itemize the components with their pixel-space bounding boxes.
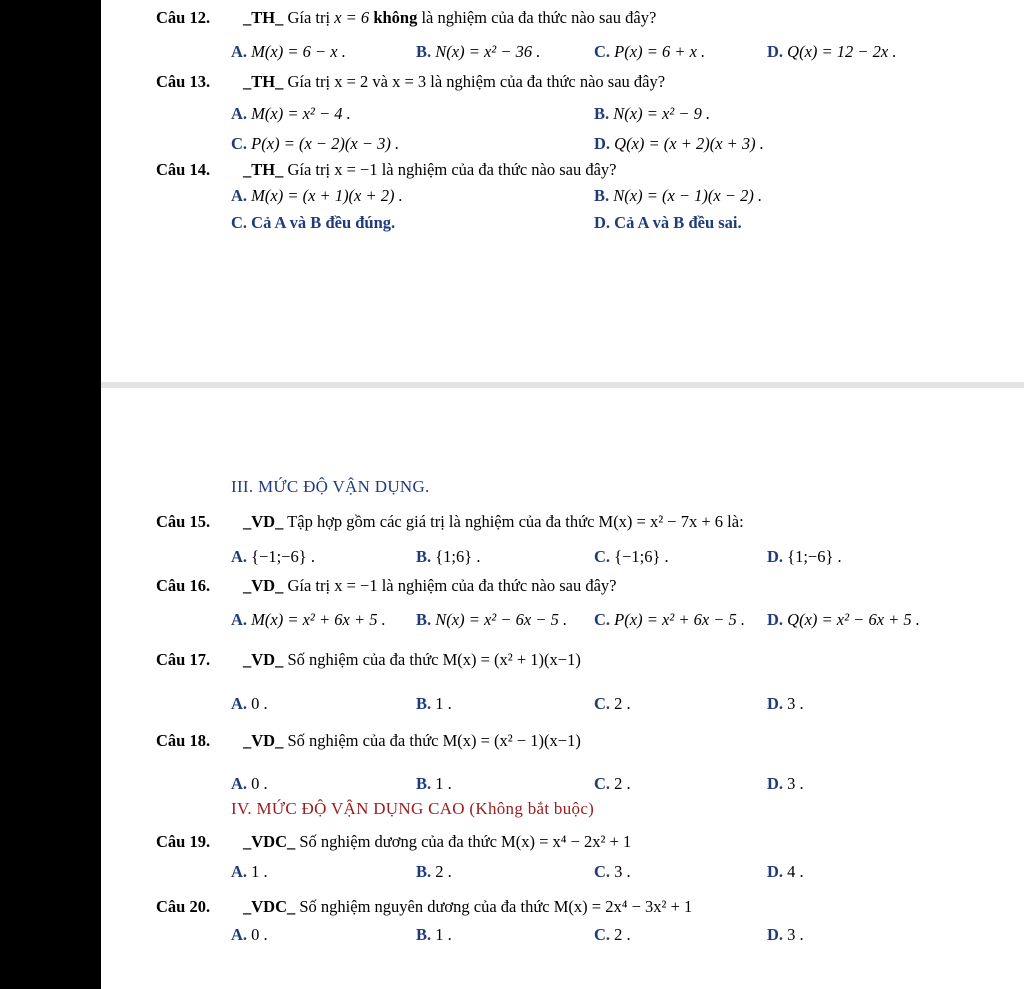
- level-tag: _VD_: [243, 576, 284, 595]
- question-number: Câu 20.: [156, 897, 211, 916]
- stem-text: Số nghiệm nguyên dương của đa thức M(x) = 2x⁴ − 3x² + 1: [299, 897, 693, 916]
- option-b: B. N(x) = x² − 36 .: [416, 42, 541, 61]
- stem-text: là nghiệm của đa thức nào sau đây?: [421, 8, 657, 27]
- level-tag: _TH_: [243, 72, 284, 91]
- question-18-stem: [243, 731, 581, 751]
- section-heading-3: III. MỨC ĐỘ VẬN DỤNG.: [231, 477, 430, 496]
- option-c: C. P(x) = (x − 2)(x − 3) .: [231, 134, 400, 153]
- option-a: A. 1 .: [231, 862, 268, 881]
- option-b: B. 1 .: [416, 694, 452, 713]
- option-a: A. M(x) = x² − 4 .: [231, 104, 351, 123]
- option-a: A. M(x) = 6 − x .: [231, 42, 346, 61]
- option-d: D. {1;−6} .: [767, 547, 842, 566]
- question-20-stem: [243, 897, 692, 917]
- option-c: C. 2 .: [594, 925, 631, 944]
- stem-text: Số nghiệm dương của đa thức M(x) = x⁴ − 2x² + 1: [299, 832, 632, 851]
- option-b: B. N(x) = (x − 1)(x − 2) .: [594, 186, 763, 205]
- option-d: D. Q(x) = 12 − 2x .: [767, 42, 897, 61]
- option-a: A. 0 .: [231, 925, 268, 944]
- question-19-stem: [243, 832, 631, 852]
- option-a: A. M(x) = x² + 6x + 5 .: [231, 610, 386, 629]
- option-b: B. N(x) = x² − 6x − 5 .: [416, 610, 568, 629]
- option-a: A. 0 .: [231, 774, 268, 793]
- option-c: C. Cả A và B đều đúng.: [231, 213, 396, 232]
- option-a: A. {−1;−6} .: [231, 547, 315, 566]
- option-c: C. 2 .: [594, 694, 631, 713]
- question-number: Câu 17.: [156, 650, 211, 669]
- question-number: Câu 16.: [156, 576, 211, 595]
- option-b: B. N(x) = x² − 9 .: [594, 104, 711, 123]
- option-b: B. {1;6} .: [416, 547, 481, 566]
- option-d: D. 3 .: [767, 774, 804, 793]
- option-a: A. 0 .: [231, 694, 268, 713]
- option-d: D. 3 .: [767, 694, 804, 713]
- stem-text: Gía trị: [287, 8, 331, 27]
- question-16-stem: [243, 576, 617, 596]
- stem-math: x = 6: [334, 8, 370, 27]
- question-number: Câu 13.: [156, 72, 211, 91]
- option-c: C. 2 .: [594, 774, 631, 793]
- option-d: D. 3 .: [767, 925, 804, 944]
- stem-text: Tập hợp gồm các giá trị là nghiệm của đa thức M(x) = x² − 7x + 6 là:: [287, 512, 744, 531]
- stem-text: Gía trị x = 2 và x = 3 là nghiệm của đa thức nào sau đây?: [287, 72, 666, 91]
- question-12-stem: [243, 8, 656, 28]
- question-17-stem: [243, 650, 581, 670]
- question-14-stem: [243, 160, 617, 180]
- level-tag: _VDC_: [243, 832, 296, 851]
- question-number: Câu 12.: [156, 8, 211, 27]
- level-tag: _VD_: [243, 731, 284, 750]
- option-b: B. 1 .: [416, 925, 452, 944]
- option-d: D. Cả A và B đều sai.: [594, 213, 742, 232]
- option-c: C. 3 .: [594, 862, 631, 881]
- option-b: B. 1 .: [416, 774, 452, 793]
- option-d: D. Q(x) = (x + 2)(x + 3) .: [594, 134, 764, 153]
- option-a: A. M(x) = (x + 1)(x + 2) .: [231, 186, 403, 205]
- question-number: Câu 19.: [156, 832, 211, 851]
- level-tag: _VDC_: [243, 897, 296, 916]
- stem-bold: không: [373, 8, 418, 27]
- stem-text: Gía trị x = −1 là nghiệm của đa thức nào sau đây?: [287, 576, 617, 595]
- level-tag: _TH_: [243, 8, 284, 27]
- stem-text: Số nghiệm của đa thức M(x) = (x² + 1)(x−1): [287, 650, 581, 669]
- option-d: D. Q(x) = x² − 6x + 5 .: [767, 610, 920, 629]
- level-tag: _VD_: [243, 650, 284, 669]
- option-c: C. P(x) = x² + 6x − 5 .: [594, 610, 746, 629]
- option-d: D. 4 .: [767, 862, 804, 881]
- question-number: Câu 15.: [156, 512, 211, 531]
- stem-text: Số nghiệm của đa thức M(x) = (x² − 1)(x−1): [287, 731, 581, 750]
- stem-text: Gía trị x = −1 là nghiệm của đa thức nào sau đây?: [287, 160, 617, 179]
- question-number: Câu 14.: [156, 160, 211, 179]
- question-15-stem: [243, 512, 744, 532]
- question-13-stem: [243, 72, 665, 92]
- section-heading-4: IV. MỨC ĐỘ VẬN DỤNG CAO (Không bắt buộc): [231, 799, 595, 818]
- option-c: C. {−1;6} .: [594, 547, 669, 566]
- option-b: B. 2 .: [416, 862, 452, 881]
- question-number: Câu 18.: [156, 731, 211, 750]
- option-c: C. P(x) = 6 + x .: [594, 42, 706, 61]
- level-tag: _TH_: [243, 160, 284, 179]
- level-tag: _VD_: [243, 512, 284, 531]
